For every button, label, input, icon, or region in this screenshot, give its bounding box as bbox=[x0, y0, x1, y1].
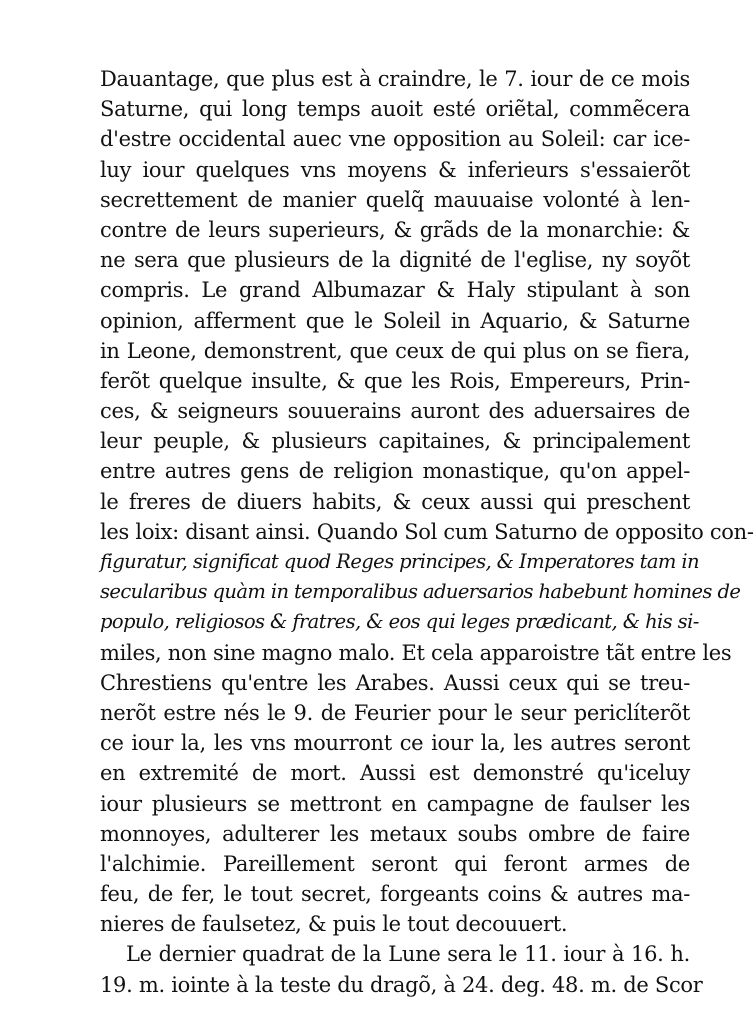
text-line: ce iour la, les vns mourront ce iour la, les autres seront bbox=[100, 731, 690, 756]
text-line: opinion, afferment que le Soleil in Aquario, & Saturne bbox=[100, 308, 690, 333]
text-line: secrettement de manier quelq̃ mauuaise volonté à len- bbox=[100, 187, 690, 212]
page-text bbox=[100, 64, 754, 1000]
text-line: secularibus quàm in temporalibus aduersarios habebunt homines de bbox=[100, 580, 741, 604]
text-line: ferõt quelque insulte, & que les Rois, Empereurs, Prin- bbox=[100, 368, 690, 393]
text-line: en extremité de mort. Aussi est demonstré qu'iceluy bbox=[100, 761, 690, 786]
text-line: l'alchimie. Pareillement seront qui feront armes de bbox=[100, 851, 690, 876]
text-line: miles, non sine magno malo. Et cela apparoistre tãt entre les bbox=[100, 640, 732, 665]
text-line: Le dernier quadrat de la Lune sera le 11. iour à 16. h. bbox=[126, 942, 690, 967]
text-line: luy iour quelques vns moyens & inferieurs s'essaierõt bbox=[100, 157, 690, 182]
text-line: populo, religiosos & fratres, & eos qui leges prædicant, & his si- bbox=[100, 610, 699, 634]
text-line: compris. Le grand Albumazar & Haly stipulant à son bbox=[100, 278, 690, 303]
text-line: Saturne, qui long temps auoit esté oriẽtal, commẽcera bbox=[100, 97, 690, 122]
text-line: feu, de fer, le tout secret, forgeants coins & autres ma- bbox=[100, 882, 690, 907]
text-line: figuratur, significat quod Reges principes, & Imperatores tam in bbox=[100, 550, 699, 573]
text-line: 19. m. iointe à la teste du dragõ, à 24. deg. 48. m. de Scor bbox=[100, 972, 703, 997]
text-line: d'estre occidental auec vne opposition au Soleil: car ice- bbox=[100, 127, 690, 152]
text-line: contre de leurs superieurs, & grãds de la monarchie: & bbox=[100, 217, 690, 242]
text-line: nieres de faulsetez, & puis le tout decouuert. bbox=[100, 912, 568, 937]
text-line: le freres de diuers habits, & ceux aussi qui preschent bbox=[100, 489, 690, 514]
text-line: in Leone, demonstrent, que ceux de qui plus on se fiera, bbox=[100, 338, 690, 363]
text-line: ne sera que plusieurs de la dignité de l'eglise, ny soyõt bbox=[100, 248, 690, 273]
text-line: Dauantage, que plus est à craindre, le 7. iour de ce mois bbox=[100, 67, 690, 91]
text-line: iour plusieurs se mettront en campagne de faulser les bbox=[100, 791, 690, 816]
text-line: monnoyes, adulterer les metaux soubs ombre de faire bbox=[100, 821, 690, 846]
text-line: nerõt estre nés le 9. de Feurier pour le seur periclíterõt bbox=[100, 700, 690, 725]
text-line: leur peuple, & plusieurs capitaines, & principalement bbox=[100, 429, 690, 454]
text-line: Chrestiens qu'entre les Arabes. Aussi ceux qui se treu- bbox=[100, 670, 690, 695]
text-line: ces, & seigneurs souuerains auront des aduersaires de bbox=[100, 399, 690, 424]
text-line: entre autres gens de religion monastique, qu'on appel- bbox=[100, 459, 690, 484]
text-line: les loix: disant ainsi. Quando Sol cum Saturno de opposito con- bbox=[100, 519, 754, 544]
